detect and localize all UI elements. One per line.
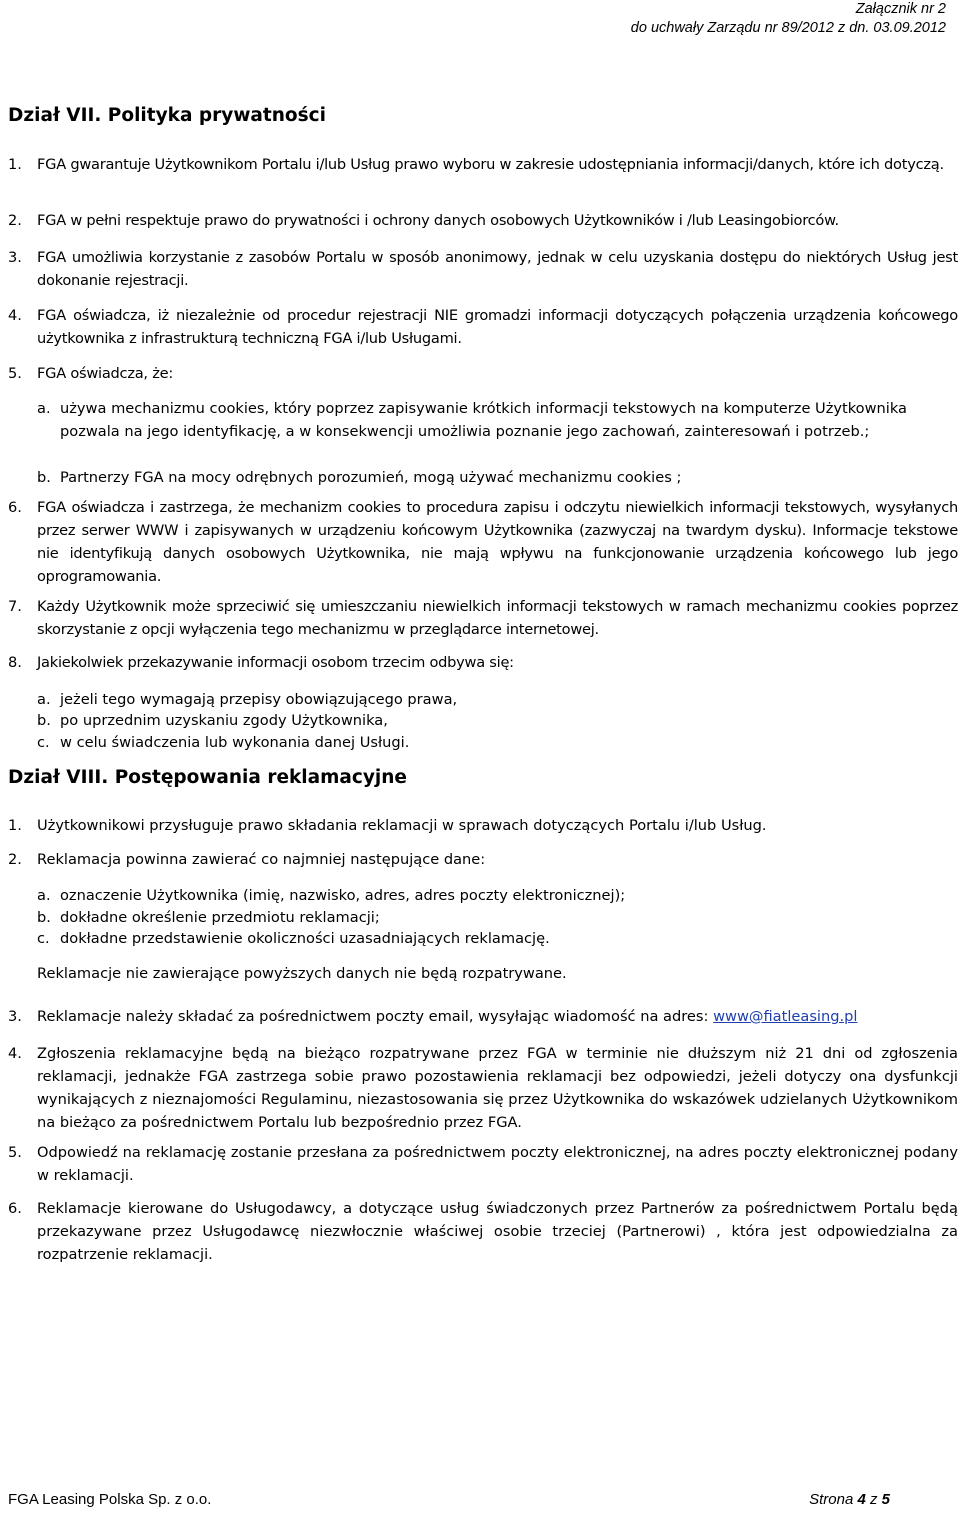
item-text: FGA w pełni respektuje prawo do prywatności i ochrony danych osobowych Użytkowników i /lub Leasingobiorców.: [37, 212, 839, 229]
sub-list-item: [37, 884, 958, 907]
list-item: [8, 1141, 958, 1187]
page-current: 4: [857, 1491, 866, 1508]
attachment-note: [631, 0, 946, 38]
sub-list-item: [37, 731, 958, 754]
sub-item-letter: b.: [37, 712, 51, 729]
item-text: [37, 1005, 958, 1028]
list-item: [8, 153, 958, 176]
item-number: 3.: [8, 249, 22, 266]
sub-item-letter: c.: [37, 734, 50, 751]
sub-item-text: po uprzednim uzyskaniu zgody Użytkownika,: [60, 712, 388, 729]
item-number: 6.: [8, 1200, 22, 1217]
item-number: 2.: [8, 851, 22, 868]
list-item: [8, 1042, 958, 1134]
item-text: Użytkownikowi przysługuje prawo składania reklamacji w sprawach dotyczących Portalu i/lub Usług.: [37, 817, 767, 834]
item-text: Reklamacje kierowane do Usługodawcy, a dotyczące usług świadczonych przez Partnerów za pośrednictwem Portalu będą przekazywane przez Usługodawcę niezwłocznie właściwej osobie trzeciej (Partnerowi) , która jest odpowiedzialna za rozpatrzenie reklamacji.: [37, 1200, 958, 1263]
item-number: 7.: [8, 598, 22, 615]
complaint-note: Reklamacje nie zawierające powyższych danych nie będą rozpatrywane.: [37, 965, 567, 982]
item-number: 8.: [8, 654, 22, 671]
attachment-note-line2: do uchwały Zarządu nr 89/2012 z dn. 03.09.2012: [630, 20, 946, 36]
item-number: 1.: [8, 817, 22, 834]
item-number: 3.: [8, 1008, 22, 1025]
sub-list-item: [37, 709, 958, 732]
sub-list-item: [37, 927, 958, 950]
list-item: [8, 595, 958, 641]
sub-item-text: w celu świadczenia lub wykonania danej Usługi.: [60, 734, 410, 751]
sub-item-text: jeżeli tego wymagają przepisy obowiązującego prawa,: [60, 691, 458, 708]
item-text: FGA umożliwia korzystanie z zasobów Portalu w sposób anonimowy, jednak w celu uzyskania dostępu do niektórych Usług jest dokonanie rejestracji.: [37, 249, 958, 289]
item-number: 5.: [8, 1144, 22, 1161]
page-total: 5: [881, 1491, 890, 1508]
sub-item-text: oznaczenie Użytkownika (imię, nazwisko, adres, adres poczty elektronicznej);: [60, 887, 626, 904]
list-item: [8, 246, 958, 292]
item-number: 4.: [8, 307, 22, 324]
sub-item-letter: c.: [37, 930, 50, 947]
item-number: 5.: [8, 365, 22, 382]
sub-item-text: Partnerzy FGA na mocy odrębnych porozumień, mogą używać mechanizmu cookies ;: [60, 469, 682, 486]
section-title: Dział VII. Polityka prywatności: [8, 105, 326, 126]
footer-company: FGA Leasing Polska Sp. z o.o.: [8, 1491, 212, 1508]
item-text: Reklamacja powinna zawierać co najmniej następujące dane:: [37, 851, 486, 868]
sub-list-item: [37, 397, 958, 443]
sub-list-item: [37, 906, 958, 929]
item-text: FGA oświadcza, iż niezależnie od procedur rejestracji NIE gromadzi informacji dotyczących połączenia urządzenia końcowego użytkownika z infrastrukturą techniczną FGA i/lub Usługami.: [37, 307, 958, 347]
page-prefix: Strona: [809, 1491, 858, 1508]
list-item: [8, 496, 958, 588]
item-text: FGA oświadcza i zastrzega, że mechanizm cookies to procedura zapisu i odczytu niewielkich informacji tekstowych, wysyłanych przez serwer WWW i zapisywanych w urządzeniu końcowym Użytkownika (zazwyczaj na twardym dysku). Informacje tekstowe nie identyfikują danych osobowych Użytkownika, nie mają wpływu na funkcjonowanie urządzenia końcowego lub jego oprogramowania.: [37, 499, 958, 585]
sub-item-text: dokładne przedstawienie okoliczności uzasadniających reklamację.: [60, 930, 550, 947]
section-title: Dział VIII. Postępowania reklamacyjne: [8, 767, 407, 788]
item-text: Zgłoszenia reklamacyjne będą na bieżąco rozpatrywane przez FGA w terminie nie dłuższym niż 21 dni od zgłoszenia reklamacji, jednakże FGA zastrzega sobie prawo pozostawienia reklamacji bez odpowiedzi, jeżeli dotyczy ona dysfunkcji wynikających z nieznajomości Regulaminu, niezastosowania się przez Użytkownika do wskazówek udzielanych Użytkownikom na bieżąco za pośrednictwem Portalu lub bezpośrednio przez FGA.: [37, 1045, 958, 1131]
item-number: 2.: [8, 212, 22, 229]
sub-item-letter: b.: [37, 909, 51, 926]
sub-list-item: [37, 466, 958, 489]
sub-list-item: [37, 688, 958, 711]
item-text: Jakiekolwiek przekazywanie informacji osobom trzecim odbywa się:: [37, 654, 514, 671]
list-item: [8, 651, 958, 674]
footer-page-number: [809, 1490, 890, 1510]
sub-item-letter: a.: [37, 691, 51, 708]
list-item: [8, 304, 958, 350]
sub-item-text: używa mechanizmu cookies, który poprzez zapisywanie krótkich informacji tekstowych na komputerze Użytkownika pozwala na jego identyfikację, a w konsekwencji umożliwia poznanie jego zachowań, zainteresowań i potrzeb.;: [60, 400, 907, 440]
list-item: [8, 814, 958, 837]
attachment-note-line1: Załącznik nr 2: [855, 1, 946, 17]
item-text: Każdy Użytkownik może sprzeciwić się umieszczaniu niewielkich informacji tekstowych w ramach mechanizmu cookies poprzez skorzystanie z opcji wyłączenia tego mechanizmu w przeglądarce internetowej.: [37, 598, 958, 638]
list-item: [8, 362, 958, 385]
list-item: [8, 1005, 958, 1028]
item-text: FGA gwarantuje Użytkownikom Portalu i/lub Usług prawo wyboru w zakresie udostępniania informacji/danych, które ich dotyczą.: [37, 156, 944, 173]
list-item: [8, 848, 958, 871]
sub-item-letter: b.: [37, 469, 51, 486]
item-number: 1.: [8, 156, 22, 173]
email-link[interactable]: www@fiatleasing.pl: [713, 1008, 858, 1025]
page-separator: z: [865, 1491, 882, 1508]
item-number: 4.: [8, 1045, 22, 1062]
sub-item-letter: a.: [37, 400, 51, 417]
list-item: [8, 1197, 958, 1266]
item-number: 6.: [8, 499, 22, 516]
sub-item-letter: a.: [37, 887, 51, 904]
item-text: Odpowiedź na reklamację zostanie przesłana za pośrednictwem poczty elektronicznej, na adres poczty elektronicznej podany w reklamacji.: [37, 1144, 958, 1184]
list-item: [8, 209, 958, 232]
sub-item-text: dokładne określenie przedmiotu reklamacji;: [60, 909, 380, 926]
item-text: FGA oświadcza, że:: [37, 365, 174, 382]
item-text-body: Reklamacje należy składać za pośrednictwem poczty email, wysyłając wiadomość na adres:: [37, 1008, 714, 1025]
